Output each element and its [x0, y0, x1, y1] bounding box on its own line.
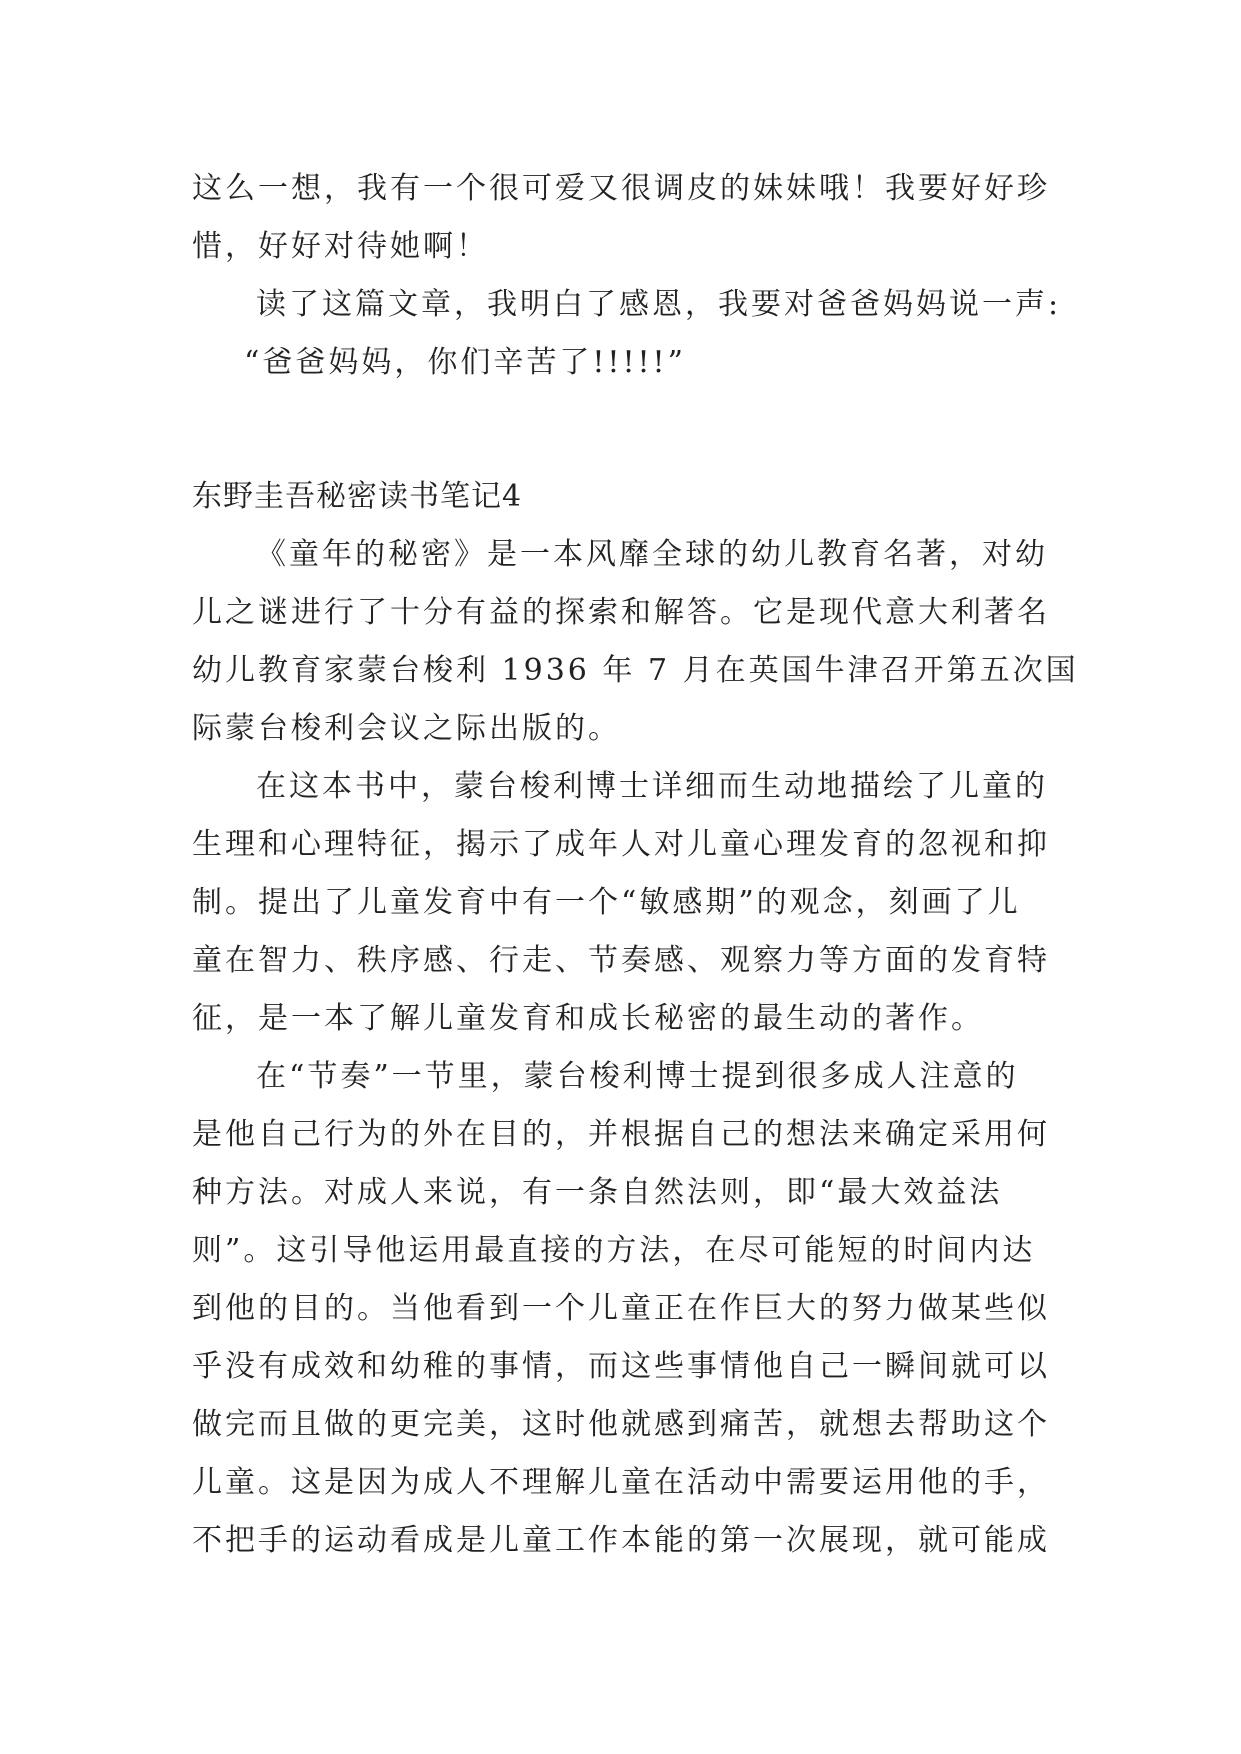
text-line: 这么一想，我有一个很可爱又很调皮的妹妹哦！我要好好珍 — [192, 171, 1050, 206]
text-line: 征，是一本了解儿童发育和成长秘密的最生动的著作。 — [192, 1001, 984, 1036]
text-line: 到他的目的。当他看到一个儿童正在作巨大的努力做某些似 — [192, 1291, 1050, 1326]
text-line: 儿之谜进行了十分有益的探索和解答。它是现代意大利著名 — [192, 595, 1050, 630]
text-line: 幼儿教育家蒙台梭利 1936 年 7 月在英国牛津召开第五次国 — [192, 653, 1079, 688]
text-line: 际蒙台梭利会议之际出版的。 — [192, 711, 621, 746]
text-line: 生理和心理特征，揭示了成年人对儿童心理发育的忽视和抑 — [192, 827, 1050, 862]
text-line: 在“节奏”一节里，蒙台梭利博士提到很多成人注意的 — [256, 1059, 1019, 1094]
text-line: 儿童。这是因为成人不理解儿童在活动中需要运用他的手， — [192, 1465, 1050, 1500]
text-line: 做完而且做的更完美，这时他就感到痛苦，就想去帮助这个 — [192, 1407, 1050, 1442]
spacer — [192, 392, 1052, 468]
text-line: 读了这篇文章，我明白了感恩，我要对爸爸妈妈说一声: — [256, 287, 1062, 322]
text-line: 《童年的秘密》是一本风靡全球的幼儿教育名著，对幼 — [256, 537, 1048, 572]
text-line: 则”。这引导他运用最直接的方法，在尽可能短的时间内达 — [192, 1233, 1036, 1268]
text-line: 惜，好好对待她啊！ — [192, 229, 489, 264]
text-line: 在这本书中，蒙台梭利博士详细而生动地描绘了儿童的 — [256, 769, 1048, 804]
document-page — [192, 160, 1079, 1570]
text-line: 制。提出了儿童发育中有一个“敏感期”的观念，刻画了儿 — [192, 885, 1021, 920]
paragraph-sister — [192, 160, 1052, 276]
text-line: “爸爸妈妈，你们辛苦了!!!!!” — [244, 345, 686, 380]
paragraph-intro — [192, 526, 1079, 758]
text-line: 童在智力、秩序感、行走、节奏感、观察力等方面的发育特 — [192, 943, 1050, 978]
text-line: 种方法。对成人来说，有一条自然法则，即“最大效益法 — [192, 1175, 1003, 1210]
text-line: 是他自己行为的外在目的，并根据自己的想法来确定采用何 — [192, 1117, 1050, 1152]
paragraph-gratitude — [192, 276, 1062, 392]
paragraph-rhythm — [192, 1048, 1052, 1570]
text-line: 不把手的运动看成是儿童工作本能的第一次展现，就可能成 — [192, 1523, 1050, 1558]
section-title: 东野圭吾秘密读书笔记4 — [192, 479, 523, 514]
paragraph-description — [192, 758, 1052, 1048]
text-line: 乎没有成效和幼稚的事情，而这些事情他自己一瞬间就可以 — [192, 1349, 1050, 1384]
